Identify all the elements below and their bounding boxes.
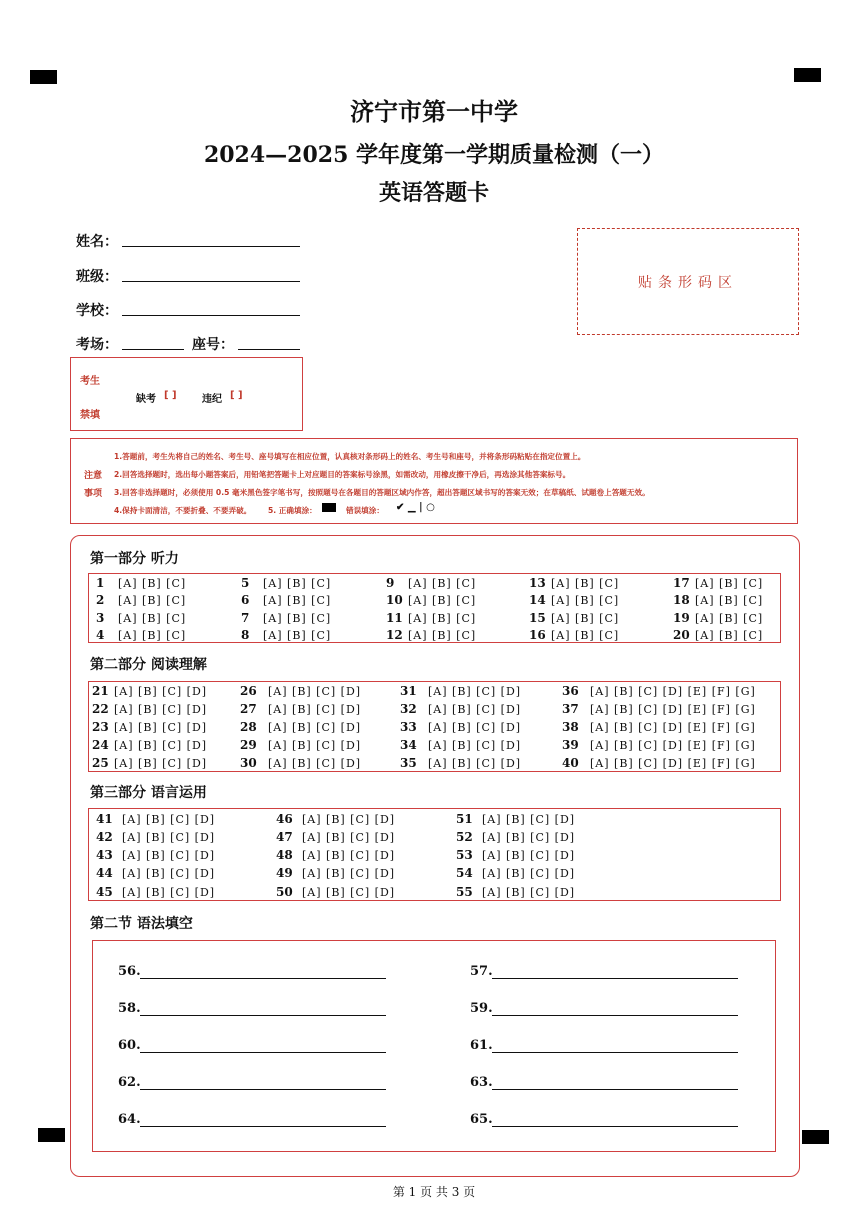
- blank-answer-line[interactable]: [492, 1089, 738, 1090]
- blank-answer-line[interactable]: [140, 1015, 386, 1016]
- blank-answer-line[interactable]: [140, 1089, 386, 1090]
- correct-fill-label: 5. 正确填涂：: [268, 506, 317, 515]
- answer-options[interactable]: [A] [B] [C] [D] [E] [F] [G]: [590, 739, 756, 752]
- notice-label-2: 事项: [84, 489, 103, 499]
- question-number: 24: [92, 738, 109, 752]
- question-number: 30: [240, 756, 257, 770]
- answer-options[interactable]: [A] [B] [C] [D]: [302, 831, 396, 844]
- question-number: 52: [456, 830, 473, 844]
- question-number: 37: [562, 702, 579, 716]
- candidate-label-2: 禁填: [80, 410, 100, 421]
- card-title: 英语答题卡: [378, 181, 489, 206]
- answer-options[interactable]: [A] [B] [C]: [263, 594, 332, 607]
- question-number: 29: [240, 738, 257, 752]
- question-number: 23: [92, 720, 109, 734]
- answer-options[interactable]: [A] [B] [C] [D]: [302, 867, 396, 880]
- school-label: 学校：: [76, 303, 118, 319]
- blank-answer-line[interactable]: [140, 1126, 386, 1127]
- question-number: 20: [673, 628, 690, 642]
- answer-options[interactable]: [A] [B] [C] [D]: [122, 831, 216, 844]
- question-number: 28: [240, 720, 257, 734]
- question-number: 7: [241, 611, 250, 625]
- blank-number: 57.: [470, 964, 493, 979]
- blank-answer-line[interactable]: [492, 978, 738, 979]
- question-number: 54: [456, 866, 473, 880]
- question-number: 48: [276, 848, 293, 862]
- question-number: 31: [400, 684, 417, 698]
- school-field[interactable]: [122, 315, 300, 316]
- blank-answer-line[interactable]: [492, 1126, 738, 1127]
- question-number: 11: [386, 611, 403, 625]
- question-number: 18: [673, 593, 690, 607]
- answer-options[interactable]: [A] [B] [C] [D]: [268, 703, 362, 716]
- fill-in-box: [92, 940, 776, 1152]
- answer-options[interactable]: [A] [B] [C]: [551, 594, 620, 607]
- blank-answer-line[interactable]: [140, 1052, 386, 1053]
- answer-options[interactable]: [A] [B] [C] [D]: [122, 867, 216, 880]
- answer-options[interactable]: [A] [B] [C] [D]: [302, 849, 396, 862]
- candidate-label-1: 考生: [80, 376, 100, 387]
- page-footer: 第 1 页 共 3 页: [392, 1185, 476, 1199]
- question-number: 8: [241, 628, 250, 642]
- question-number: 2: [96, 593, 105, 607]
- question-number: 34: [400, 738, 417, 752]
- answer-options[interactable]: [A] [B] [C] [D]: [428, 721, 522, 734]
- blank-number: 60.: [118, 1038, 141, 1053]
- answer-options[interactable]: [A] [B] [C] [D]: [428, 757, 522, 770]
- blank-number: 61.: [470, 1038, 493, 1053]
- blank-answer-line[interactable]: [492, 1015, 738, 1016]
- room-field[interactable]: [122, 349, 184, 350]
- question-number: 53: [456, 848, 473, 862]
- question-number: 3: [96, 611, 105, 625]
- part3-title: 第三部分 语言运用: [90, 785, 207, 801]
- blank-number: 65.: [470, 1112, 493, 1127]
- question-number: 13: [529, 576, 546, 590]
- answer-options[interactable]: [A] [B] [C]: [551, 577, 620, 590]
- question-number: 4: [96, 628, 105, 642]
- answer-options[interactable]: [A] [B] [C]: [118, 577, 187, 590]
- question-number: 22: [92, 702, 109, 716]
- question-number: 35: [400, 756, 417, 770]
- candidate-box: [70, 357, 303, 431]
- question-number: 12: [386, 628, 403, 642]
- name-label: 姓名：: [76, 234, 118, 250]
- answer-options[interactable]: [A] [B] [C] [D]: [428, 703, 522, 716]
- question-number: 49: [276, 866, 293, 880]
- question-number: 46: [276, 812, 293, 826]
- registration-mark-top-left: [30, 70, 57, 84]
- answer-options[interactable]: [A] [B] [C] [D] [E] [F] [G]: [590, 703, 756, 716]
- question-number: 32: [400, 702, 417, 716]
- question-number: 51: [456, 812, 473, 826]
- answer-options[interactable]: [A] [B] [C] [D]: [114, 739, 208, 752]
- answer-options[interactable]: [A] [B] [C]: [263, 629, 332, 642]
- school-title: 济宁市第一中学: [350, 97, 518, 126]
- blank-number: 59.: [470, 1001, 493, 1016]
- answer-options[interactable]: [A] [B] [C]: [695, 629, 764, 642]
- blank-answer-line[interactable]: [140, 978, 386, 979]
- question-number: 21: [92, 684, 109, 698]
- blank-number: 58.: [118, 1001, 141, 1016]
- part1-title: 第一部分 听力: [90, 551, 179, 567]
- room-label: 考场：: [76, 337, 118, 353]
- answer-options[interactable]: [A] [B] [C] [D]: [428, 685, 522, 698]
- violation-checkbox[interactable]: [ ]: [230, 390, 243, 401]
- question-number: 15: [529, 611, 546, 625]
- question-number: 38: [562, 720, 579, 734]
- violation-label: 违纪: [202, 394, 222, 405]
- answer-options[interactable]: [A] [B] [C] [D] [E] [F] [G]: [590, 721, 756, 734]
- blank-answer-line[interactable]: [492, 1052, 738, 1053]
- answer-options[interactable]: [A] [B] [C] [D]: [122, 886, 216, 899]
- question-number: 17: [673, 576, 690, 590]
- question-number: 26: [240, 684, 257, 698]
- question-number: 5: [241, 576, 250, 590]
- question-number: 43: [96, 848, 113, 862]
- notice-item-4: 4.保持卡面清洁，不要折叠、不要弄破。: [114, 506, 252, 515]
- blank-number: 56.: [118, 964, 141, 979]
- seat-label: 座号：: [192, 337, 234, 353]
- answer-options[interactable]: [A] [B] [C]: [551, 612, 620, 625]
- answer-options[interactable]: [A] [B] [C] [D]: [268, 721, 362, 734]
- answer-options[interactable]: [A] [B] [C] [D] [E] [F] [G]: [590, 757, 756, 770]
- answer-options[interactable]: [A] [B] [C]: [408, 612, 477, 625]
- answer-options[interactable]: [A] [B] [C] [D]: [302, 886, 396, 899]
- question-number: 47: [276, 830, 293, 844]
- answer-options[interactable]: [A] [B] [C]: [551, 629, 620, 642]
- section2-title: 第二节 语法填空: [90, 916, 193, 932]
- answer-options[interactable]: [A] [B] [C] [D]: [114, 685, 208, 698]
- question-number: 27: [240, 702, 257, 716]
- answer-options[interactable]: [A] [B] [C] [D]: [268, 757, 362, 770]
- question-number: 14: [529, 593, 546, 607]
- class-field[interactable]: [122, 281, 300, 282]
- question-number: 45: [96, 885, 113, 899]
- question-number: 19: [673, 611, 690, 625]
- answer-options[interactable]: [A] [B] [C] [D]: [428, 739, 522, 752]
- correct-fill-sample: [322, 503, 336, 512]
- answer-options[interactable]: [A] [B] [C] [D]: [122, 849, 216, 862]
- answer-options[interactable]: [A] [B] [C] [D]: [268, 739, 362, 752]
- answer-options[interactable]: [A] [B] [C] [D] [E] [F] [G]: [590, 685, 756, 698]
- answer-options[interactable]: [A] [B] [C] [D]: [268, 685, 362, 698]
- question-number: 41: [96, 812, 113, 826]
- answer-options[interactable]: [A] [B] [C]: [695, 594, 764, 607]
- notice-item-2: 2.回答选择题时，选出每小题答案后，用铅笔把答题卡上对应题目的答案标号涂黑，如需改动，用橡皮擦干净后，再选涂其他答案标号。: [114, 470, 571, 479]
- question-number: 50: [276, 885, 293, 899]
- answer-options[interactable]: [A] [B] [C] [D]: [482, 813, 576, 826]
- answer-options[interactable]: [A] [B] [C]: [263, 612, 332, 625]
- answer-options[interactable]: [A] [B] [C]: [263, 577, 332, 590]
- question-number: 10: [386, 593, 403, 607]
- registration-mark-top-right: [794, 68, 821, 82]
- question-number: 25: [92, 756, 109, 770]
- blank-number: 64.: [118, 1112, 141, 1127]
- registration-mark-bottom-right: [802, 1130, 829, 1144]
- question-number: 42: [96, 830, 113, 844]
- seat-field[interactable]: [238, 349, 300, 350]
- question-number: 6: [241, 593, 250, 607]
- answer-options[interactable]: [A] [B] [C]: [118, 629, 187, 642]
- question-number: 36: [562, 684, 579, 698]
- blank-number: 63.: [470, 1075, 493, 1090]
- question-number: 44: [96, 866, 113, 880]
- answer-options[interactable]: [A] [B] [C] [D]: [114, 757, 208, 770]
- answer-options[interactable]: [A] [B] [C]: [695, 577, 764, 590]
- notice-label-1: 注意: [84, 471, 103, 481]
- question-number: 1: [96, 576, 105, 590]
- name-field[interactable]: [122, 246, 300, 247]
- class-label: 班级：: [76, 269, 118, 285]
- answer-options[interactable]: [A] [B] [C] [D]: [482, 849, 576, 862]
- question-number: 9: [386, 576, 395, 590]
- question-number: 33: [400, 720, 417, 734]
- answer-options[interactable]: [A] [B] [C] [D]: [114, 721, 208, 734]
- exam-title: 2024—2025 学年度第一学期质量检测（一）: [203, 142, 665, 168]
- part2-title: 第二部分 阅读理解: [90, 657, 207, 673]
- answer-options[interactable]: [A] [B] [C] [D]: [482, 886, 576, 899]
- registration-mark-bottom-left: [38, 1128, 65, 1142]
- answer-options[interactable]: [A] [B] [C] [D]: [482, 831, 576, 844]
- wrong-fill-symbols: ✔ ▁ | ○: [396, 502, 435, 513]
- notice-item-1: 1.答题前，考生先将自己的姓名、考生号、座号填写在相应位置，认真核对条形码上的姓名、考生号和座号，并将条形码粘贴在指定位置上。: [114, 452, 586, 461]
- notice-item-3: 3.回答非选择题时，必须使用 0.5 毫米黑色签字笔书写，按照题号在各题目的答题区域内作答，超出答题区域书写的答案无效；在草稿纸、试题卷上答题无效。: [114, 488, 650, 497]
- question-number: 16: [529, 628, 546, 642]
- answer-options[interactable]: [A] [B] [C] [D]: [122, 813, 216, 826]
- question-number: 55: [456, 885, 473, 899]
- question-number: 40: [562, 756, 579, 770]
- barcode-area: 贴条形码区: [577, 228, 799, 335]
- answer-options[interactable]: [A] [B] [C] [D]: [114, 703, 208, 716]
- question-number: 39: [562, 738, 579, 752]
- blank-number: 62.: [118, 1075, 141, 1090]
- absent-label: 缺考: [136, 394, 156, 405]
- absent-checkbox[interactable]: [ ]: [164, 390, 177, 401]
- answer-options[interactable]: [A] [B] [C]: [695, 612, 764, 625]
- answer-options[interactable]: [A] [B] [C]: [118, 612, 187, 625]
- wrong-fill-label: 错误填涂：: [346, 506, 384, 515]
- answer-options[interactable]: [A] [B] [C]: [408, 594, 477, 607]
- answer-options[interactable]: [A] [B] [C]: [408, 629, 477, 642]
- answer-options[interactable]: [A] [B] [C]: [118, 594, 187, 607]
- answer-options[interactable]: [A] [B] [C] [D]: [302, 813, 396, 826]
- answer-options[interactable]: [A] [B] [C]: [408, 577, 477, 590]
- answer-options[interactable]: [A] [B] [C] [D]: [482, 867, 576, 880]
